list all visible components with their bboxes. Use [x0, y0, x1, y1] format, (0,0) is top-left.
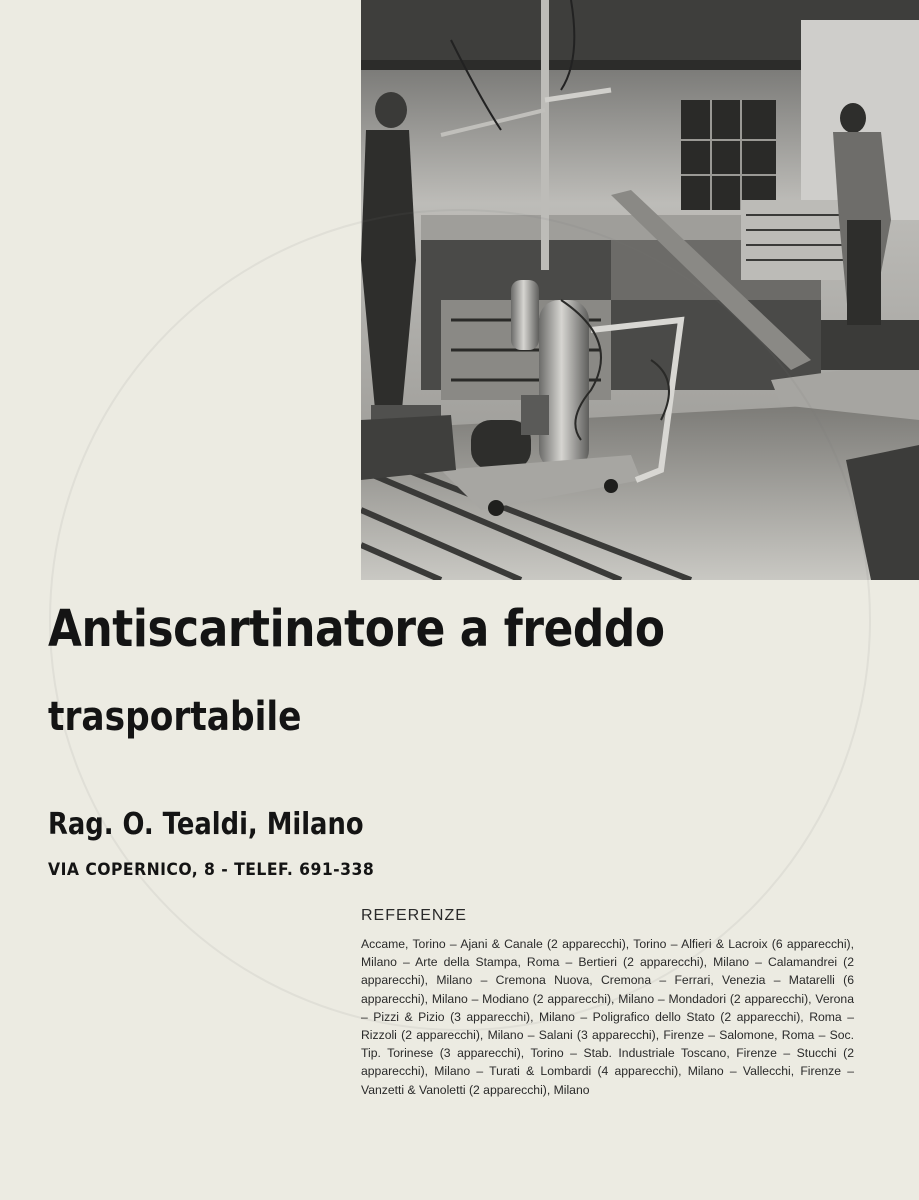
references-body: Accame, Torino – Ajani & Canale (2 apparecchi), Torino – Alfieri & Lacroix (6 apparecchi), Milano – Arte della Stampa, Roma – Bertieri (2 apparecchi), Milano – Calamandrei (2 apparecchi), Milano – Cremona Nuova, Cremona – Ferrari, Venezia – Matarelli (6 apparecchi), Milano – Modiano (2 apparecchi), Milano – Mondadori (2 apparecchi), Verona – Pizzi & Pizio (3 apparecchi), Milano – Poligrafico dello Stato (2 apparecchi), Roma – Rizzoli (2 apparecchi), Milano – Salani (3 apparecchi), Firenze – Salomone, Roma – Soc. Tip. Torinese (3 apparecchi), Torino – Stab. Industriale Toscano, Firenze – Stucchi (2 apparecchi), Milano – Turati & Lombardi (4 apparecchi), Milano – Vallecchi, Firenze – Vanzetti & Vanoletti (2 apparecchi), Milano — [361, 937, 854, 1097]
ad-subtitle: trasportabile — [48, 694, 302, 740]
references-heading: REFERENZE — [361, 907, 467, 924]
ad-title: Antiscartinatore a freddo — [48, 600, 665, 659]
company-name: Rag. O. Tealdi, Milano — [48, 807, 364, 842]
company-address: VIA COPERNICO, 8 - TELEF. 691-338 — [48, 860, 375, 880]
workshop-photo — [361, 0, 919, 580]
